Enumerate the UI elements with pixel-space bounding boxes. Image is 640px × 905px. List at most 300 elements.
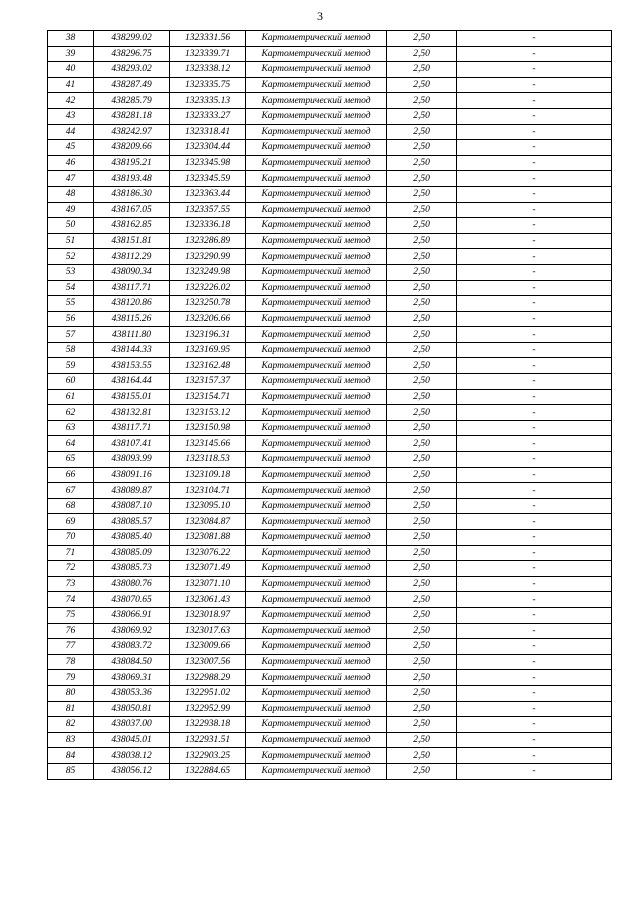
table-row (48, 701, 612, 717)
y-coordinate-cell: 1323357.55 (170, 202, 246, 218)
method-cell: Картометрический метод (246, 592, 387, 608)
point-number-cell: 51 (48, 233, 94, 249)
method-cell: Картометрический метод (246, 296, 387, 312)
method-cell: Картометрический метод (246, 249, 387, 265)
description-cell: - (457, 607, 612, 623)
y-coordinate-cell: 1322938.18 (170, 717, 246, 733)
accuracy-cell: 2,50 (387, 249, 457, 265)
accuracy-cell: 2,50 (387, 280, 457, 296)
method-cell: Картометрический метод (246, 576, 387, 592)
y-coordinate-cell: 1323335.75 (170, 77, 246, 93)
method-cell: Картометрический метод (246, 389, 387, 405)
y-coordinate-cell: 1323206.66 (170, 311, 246, 327)
description-cell: - (457, 732, 612, 748)
table-row (48, 717, 612, 733)
point-number-cell: 78 (48, 654, 94, 670)
y-coordinate-cell: 1322884.65 (170, 763, 246, 779)
point-number-cell: 52 (48, 249, 94, 265)
description-cell: - (457, 358, 612, 374)
point-number-cell: 73 (48, 576, 94, 592)
x-coordinate-cell: 438132.81 (94, 405, 170, 421)
point-number-cell: 58 (48, 342, 94, 358)
point-number-cell: 74 (48, 592, 94, 608)
y-coordinate-cell: 1323290.99 (170, 249, 246, 265)
accuracy-cell: 2,50 (387, 93, 457, 109)
y-coordinate-cell: 1323095.10 (170, 498, 246, 514)
table-row (48, 592, 612, 608)
table-row (48, 685, 612, 701)
accuracy-cell: 2,50 (387, 358, 457, 374)
accuracy-cell: 2,50 (387, 311, 457, 327)
point-number-cell: 80 (48, 685, 94, 701)
accuracy-cell: 2,50 (387, 561, 457, 577)
method-cell: Картометрический метод (246, 530, 387, 546)
point-number-cell: 81 (48, 701, 94, 717)
method-cell: Картометрический метод (246, 93, 387, 109)
method-cell: Картометрический метод (246, 748, 387, 764)
description-cell: - (457, 748, 612, 764)
x-coordinate-cell: 438299.02 (94, 31, 170, 47)
accuracy-cell: 2,50 (387, 748, 457, 764)
x-coordinate-cell: 438242.97 (94, 124, 170, 140)
y-coordinate-cell: 1323071.10 (170, 576, 246, 592)
accuracy-cell: 2,50 (387, 701, 457, 717)
description-cell: - (457, 561, 612, 577)
description-cell: - (457, 311, 612, 327)
method-cell: Картометрический метод (246, 264, 387, 280)
accuracy-cell: 2,50 (387, 327, 457, 343)
y-coordinate-cell: 1323226.02 (170, 280, 246, 296)
point-number-cell: 54 (48, 280, 94, 296)
method-cell: Картометрический метод (246, 62, 387, 78)
y-coordinate-cell: 1322988.29 (170, 670, 246, 686)
x-coordinate-cell: 438281.18 (94, 108, 170, 124)
table-row (48, 561, 612, 577)
method-cell: Картометрический метод (246, 763, 387, 779)
description-cell: - (457, 374, 612, 390)
accuracy-cell: 2,50 (387, 607, 457, 623)
x-coordinate-cell: 438091.16 (94, 467, 170, 483)
point-number-cell: 55 (48, 296, 94, 312)
y-coordinate-cell: 1323304.44 (170, 140, 246, 156)
y-coordinate-cell: 1323104.71 (170, 483, 246, 499)
accuracy-cell: 2,50 (387, 467, 457, 483)
description-cell: - (457, 405, 612, 421)
y-coordinate-cell: 1323009.66 (170, 639, 246, 655)
description-cell: - (457, 233, 612, 249)
x-coordinate-cell: 438209.66 (94, 140, 170, 156)
point-number-cell: 43 (48, 108, 94, 124)
accuracy-cell: 2,50 (387, 545, 457, 561)
method-cell: Картометрический метод (246, 498, 387, 514)
description-cell: - (457, 701, 612, 717)
x-coordinate-cell: 438038.12 (94, 748, 170, 764)
table-row (48, 374, 612, 390)
table-row (48, 280, 612, 296)
table-row (48, 420, 612, 436)
description-cell: - (457, 46, 612, 62)
y-coordinate-cell: 1323076.22 (170, 545, 246, 561)
method-cell: Картометрический метод (246, 327, 387, 343)
table-row (48, 140, 612, 156)
accuracy-cell: 2,50 (387, 233, 457, 249)
method-cell: Картометрический метод (246, 670, 387, 686)
table-row (48, 514, 612, 530)
point-number-cell: 44 (48, 124, 94, 140)
description-cell: - (457, 717, 612, 733)
x-coordinate-cell: 438151.81 (94, 233, 170, 249)
accuracy-cell: 2,50 (387, 140, 457, 156)
x-coordinate-cell: 438120.86 (94, 296, 170, 312)
description-cell: - (457, 31, 612, 47)
table-row (48, 732, 612, 748)
x-coordinate-cell: 438090.34 (94, 264, 170, 280)
accuracy-cell: 2,50 (387, 514, 457, 530)
description-cell: - (457, 93, 612, 109)
description-cell: - (457, 498, 612, 514)
description-cell: - (457, 639, 612, 655)
point-number-cell: 50 (48, 218, 94, 234)
accuracy-cell: 2,50 (387, 296, 457, 312)
table-row (48, 311, 612, 327)
table-row (48, 46, 612, 62)
method-cell: Картометрический метод (246, 77, 387, 93)
description-cell: - (457, 420, 612, 436)
accuracy-cell: 2,50 (387, 420, 457, 436)
point-number-cell: 75 (48, 607, 94, 623)
description-cell: - (457, 77, 612, 93)
method-cell: Картометрический метод (246, 171, 387, 187)
accuracy-cell: 2,50 (387, 639, 457, 655)
description-cell: - (457, 514, 612, 530)
description-cell: - (457, 171, 612, 187)
accuracy-cell: 2,50 (387, 592, 457, 608)
point-number-cell: 83 (48, 732, 94, 748)
accuracy-cell: 2,50 (387, 77, 457, 93)
point-number-cell: 68 (48, 498, 94, 514)
table-row (48, 264, 612, 280)
method-cell: Картометрический метод (246, 545, 387, 561)
x-coordinate-cell: 438193.48 (94, 171, 170, 187)
method-cell: Картометрический метод (246, 467, 387, 483)
method-cell: Картометрический метод (246, 374, 387, 390)
x-coordinate-cell: 438066.91 (94, 607, 170, 623)
table-row (48, 249, 612, 265)
y-coordinate-cell: 1322951.02 (170, 685, 246, 701)
table-row (48, 77, 612, 93)
accuracy-cell: 2,50 (387, 763, 457, 779)
point-number-cell: 77 (48, 639, 94, 655)
x-coordinate-cell: 438050.81 (94, 701, 170, 717)
description-cell: - (457, 623, 612, 639)
method-cell: Картометрический метод (246, 405, 387, 421)
point-number-cell: 65 (48, 452, 94, 468)
x-coordinate-cell: 438087.10 (94, 498, 170, 514)
y-coordinate-cell: 1323333.27 (170, 108, 246, 124)
description-cell: - (457, 140, 612, 156)
table-row (48, 623, 612, 639)
y-coordinate-cell: 1323017.63 (170, 623, 246, 639)
accuracy-cell: 2,50 (387, 202, 457, 218)
accuracy-cell: 2,50 (387, 717, 457, 733)
x-coordinate-cell: 438080.76 (94, 576, 170, 592)
accuracy-cell: 2,50 (387, 31, 457, 47)
y-coordinate-cell: 1323061.43 (170, 592, 246, 608)
x-coordinate-cell: 438155.01 (94, 389, 170, 405)
y-coordinate-cell: 1323018.97 (170, 607, 246, 623)
x-coordinate-cell: 438070.65 (94, 592, 170, 608)
description-cell: - (457, 108, 612, 124)
x-coordinate-cell: 438089.87 (94, 483, 170, 499)
y-coordinate-cell: 1323109.18 (170, 467, 246, 483)
x-coordinate-cell: 438111.80 (94, 327, 170, 343)
table-row (48, 186, 612, 202)
table-row (48, 124, 612, 140)
table-row (48, 327, 612, 343)
point-number-cell: 79 (48, 670, 94, 686)
table-row (48, 452, 612, 468)
x-coordinate-cell: 438287.49 (94, 77, 170, 93)
method-cell: Картометрический метод (246, 436, 387, 452)
point-number-cell: 82 (48, 717, 94, 733)
point-number-cell: 70 (48, 530, 94, 546)
point-number-cell: 47 (48, 171, 94, 187)
table-row (48, 202, 612, 218)
method-cell: Картометрический метод (246, 31, 387, 47)
description-cell: - (457, 389, 612, 405)
method-cell: Картометрический метод (246, 639, 387, 655)
description-cell: - (457, 654, 612, 670)
x-coordinate-cell: 438107.41 (94, 436, 170, 452)
accuracy-cell: 2,50 (387, 670, 457, 686)
accuracy-cell: 2,50 (387, 389, 457, 405)
y-coordinate-cell: 1323007.56 (170, 654, 246, 670)
method-cell: Картометрический метод (246, 623, 387, 639)
x-coordinate-cell: 438056.12 (94, 763, 170, 779)
coordinates-table-body (48, 31, 612, 780)
table-row (48, 530, 612, 546)
y-coordinate-cell: 1323157.37 (170, 374, 246, 390)
point-number-cell: 62 (48, 405, 94, 421)
point-number-cell: 72 (48, 561, 94, 577)
y-coordinate-cell: 1323249.98 (170, 264, 246, 280)
x-coordinate-cell: 438117.71 (94, 280, 170, 296)
description-cell: - (457, 202, 612, 218)
accuracy-cell: 2,50 (387, 342, 457, 358)
y-coordinate-cell: 1323153.12 (170, 405, 246, 421)
table-row (48, 639, 612, 655)
accuracy-cell: 2,50 (387, 374, 457, 390)
y-coordinate-cell: 1323118.53 (170, 452, 246, 468)
method-cell: Картометрический метод (246, 342, 387, 358)
method-cell: Картометрический метод (246, 701, 387, 717)
method-cell: Картометрический метод (246, 218, 387, 234)
x-coordinate-cell: 438167.05 (94, 202, 170, 218)
description-cell: - (457, 436, 612, 452)
x-coordinate-cell: 438144.33 (94, 342, 170, 358)
accuracy-cell: 2,50 (387, 171, 457, 187)
y-coordinate-cell: 1323196.31 (170, 327, 246, 343)
accuracy-cell: 2,50 (387, 186, 457, 202)
x-coordinate-cell: 438117.71 (94, 420, 170, 436)
description-cell: - (457, 530, 612, 546)
method-cell: Картометрический метод (246, 186, 387, 202)
table-row (48, 171, 612, 187)
y-coordinate-cell: 1323145.66 (170, 436, 246, 452)
description-cell: - (457, 155, 612, 171)
x-coordinate-cell: 438186.30 (94, 186, 170, 202)
method-cell: Картометрический метод (246, 561, 387, 577)
point-number-cell: 76 (48, 623, 94, 639)
point-number-cell: 63 (48, 420, 94, 436)
description-cell: - (457, 296, 612, 312)
table-row (48, 763, 612, 779)
x-coordinate-cell: 438093.99 (94, 452, 170, 468)
x-coordinate-cell: 438293.02 (94, 62, 170, 78)
point-number-cell: 40 (48, 62, 94, 78)
table-row (48, 31, 612, 47)
y-coordinate-cell: 1323081.88 (170, 530, 246, 546)
point-number-cell: 41 (48, 77, 94, 93)
description-cell: - (457, 452, 612, 468)
x-coordinate-cell: 438083.72 (94, 639, 170, 655)
y-coordinate-cell: 1323345.59 (170, 171, 246, 187)
table-row (48, 218, 612, 234)
table-row (48, 62, 612, 78)
point-number-cell: 57 (48, 327, 94, 343)
description-cell: - (457, 249, 612, 265)
x-coordinate-cell: 438053.36 (94, 685, 170, 701)
accuracy-cell: 2,50 (387, 108, 457, 124)
x-coordinate-cell: 438164.44 (94, 374, 170, 390)
y-coordinate-cell: 1323331.56 (170, 31, 246, 47)
point-number-cell: 69 (48, 514, 94, 530)
y-coordinate-cell: 1322931.51 (170, 732, 246, 748)
x-coordinate-cell: 438085.09 (94, 545, 170, 561)
accuracy-cell: 2,50 (387, 498, 457, 514)
method-cell: Картометрический метод (246, 202, 387, 218)
y-coordinate-cell: 1323084.87 (170, 514, 246, 530)
point-number-cell: 61 (48, 389, 94, 405)
x-coordinate-cell: 438162.85 (94, 218, 170, 234)
method-cell: Картометрический метод (246, 233, 387, 249)
point-number-cell: 67 (48, 483, 94, 499)
table-row (48, 389, 612, 405)
method-cell: Картометрический метод (246, 124, 387, 140)
table-row (48, 436, 612, 452)
table-row (48, 483, 612, 499)
method-cell: Картометрический метод (246, 311, 387, 327)
table-row (48, 358, 612, 374)
y-coordinate-cell: 1323154.71 (170, 389, 246, 405)
point-number-cell: 71 (48, 545, 94, 561)
point-number-cell: 49 (48, 202, 94, 218)
x-coordinate-cell: 438153.55 (94, 358, 170, 374)
point-number-cell: 42 (48, 93, 94, 109)
x-coordinate-cell: 438069.31 (94, 670, 170, 686)
y-coordinate-cell: 1323335.13 (170, 93, 246, 109)
point-number-cell: 48 (48, 186, 94, 202)
x-coordinate-cell: 438085.57 (94, 514, 170, 530)
table-row (48, 467, 612, 483)
point-number-cell: 46 (48, 155, 94, 171)
x-coordinate-cell: 438112.29 (94, 249, 170, 265)
description-cell: - (457, 670, 612, 686)
x-coordinate-cell: 438069.92 (94, 623, 170, 639)
x-coordinate-cell: 438045.01 (94, 732, 170, 748)
description-cell: - (457, 124, 612, 140)
accuracy-cell: 2,50 (387, 576, 457, 592)
description-cell: - (457, 342, 612, 358)
accuracy-cell: 2,50 (387, 264, 457, 280)
table-row (48, 342, 612, 358)
y-coordinate-cell: 1323336.18 (170, 218, 246, 234)
x-coordinate-cell: 438084.50 (94, 654, 170, 670)
description-cell: - (457, 264, 612, 280)
y-coordinate-cell: 1322903.25 (170, 748, 246, 764)
method-cell: Картометрический метод (246, 483, 387, 499)
point-number-cell: 60 (48, 374, 94, 390)
table-row (48, 93, 612, 109)
method-cell: Картометрический метод (246, 732, 387, 748)
table-row (48, 670, 612, 686)
table-row (48, 748, 612, 764)
method-cell: Картометрический метод (246, 654, 387, 670)
point-number-cell: 84 (48, 748, 94, 764)
accuracy-cell: 2,50 (387, 483, 457, 499)
y-coordinate-cell: 1323318.41 (170, 124, 246, 140)
description-cell: - (457, 592, 612, 608)
accuracy-cell: 2,50 (387, 124, 457, 140)
accuracy-cell: 2,50 (387, 155, 457, 171)
point-number-cell: 66 (48, 467, 94, 483)
description-cell: - (457, 763, 612, 779)
x-coordinate-cell: 438296.75 (94, 46, 170, 62)
accuracy-cell: 2,50 (387, 685, 457, 701)
x-coordinate-cell: 438285.79 (94, 93, 170, 109)
table-row (48, 296, 612, 312)
table-row (48, 155, 612, 171)
description-cell: - (457, 685, 612, 701)
method-cell: Картометрический метод (246, 452, 387, 468)
accuracy-cell: 2,50 (387, 654, 457, 670)
y-coordinate-cell: 1323339.71 (170, 46, 246, 62)
y-coordinate-cell: 1322952.99 (170, 701, 246, 717)
point-number-cell: 85 (48, 763, 94, 779)
description-cell: - (457, 467, 612, 483)
method-cell: Картометрический метод (246, 685, 387, 701)
y-coordinate-cell: 1323150.98 (170, 420, 246, 436)
accuracy-cell: 2,50 (387, 530, 457, 546)
y-coordinate-cell: 1323071.49 (170, 561, 246, 577)
method-cell: Картометрический метод (246, 514, 387, 530)
point-number-cell: 45 (48, 140, 94, 156)
y-coordinate-cell: 1323162.48 (170, 358, 246, 374)
accuracy-cell: 2,50 (387, 405, 457, 421)
description-cell: - (457, 186, 612, 202)
method-cell: Картометрический метод (246, 140, 387, 156)
method-cell: Картометрический метод (246, 420, 387, 436)
accuracy-cell: 2,50 (387, 46, 457, 62)
description-cell: - (457, 576, 612, 592)
y-coordinate-cell: 1323363.44 (170, 186, 246, 202)
accuracy-cell: 2,50 (387, 62, 457, 78)
y-coordinate-cell: 1323338.12 (170, 62, 246, 78)
table-row (48, 498, 612, 514)
table-row (48, 405, 612, 421)
x-coordinate-cell: 438037.00 (94, 717, 170, 733)
table-row (48, 654, 612, 670)
